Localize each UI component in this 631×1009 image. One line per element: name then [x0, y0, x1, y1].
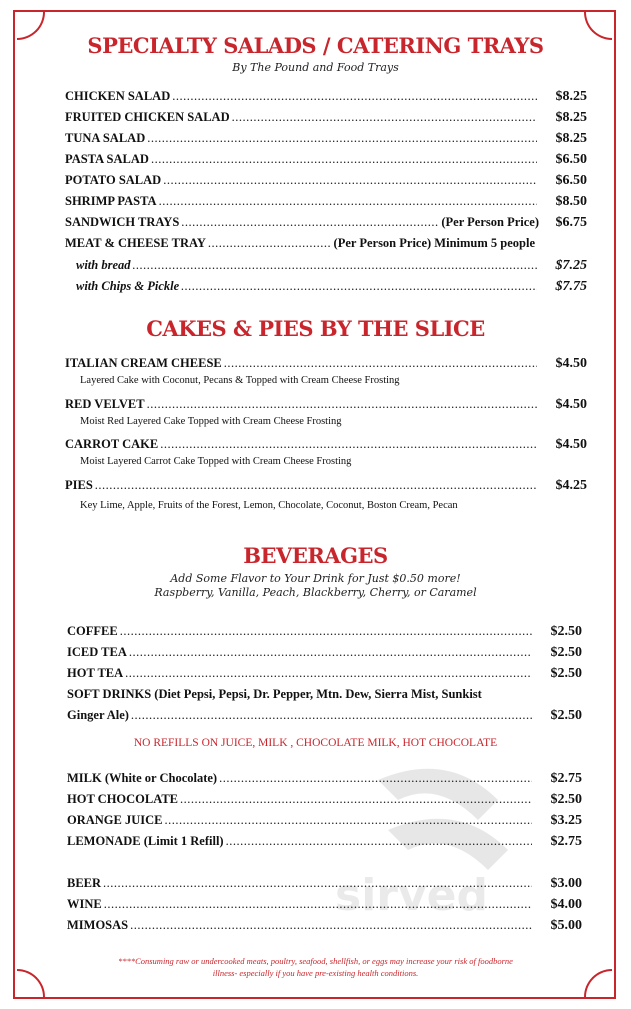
corner-ornament	[584, 969, 612, 997]
menu-item: ORANGE JUICE ..... $3.25	[67, 813, 582, 829]
menu-item: CARROT CAKE ..... $4.50	[65, 437, 587, 453]
menu-item: BEER ..... $3.00	[67, 876, 582, 892]
menu-item: RED VELVET ..... $4.50	[65, 397, 587, 413]
section-subtitle-flavors: Raspberry, Vanilla, Peach, Blackberry, Cherry, or Caramel	[154, 586, 477, 599]
soft-drinks-line: SOFT DRINKS (Diet Pepsi, Pepsi, Dr. Pepper, Mtn. Dew, Sierra Mist, Sunkist	[67, 687, 482, 701]
menu-item: COFFEE ..... $2.50	[67, 624, 582, 640]
menu-item: ICED TEA ..... $2.50	[67, 645, 582, 661]
corner-ornament	[17, 969, 45, 997]
menu-item: PIES ..... $4.25	[65, 478, 587, 494]
menu-item: MILK (White or Chocolate) ..... $2.75	[67, 771, 582, 787]
disclaimer-line: ****Consuming raw or undercooked meats, poultry, seafood, shellfish, or eggs may increase your risk of foodborne	[118, 956, 513, 966]
menu-item: with bread ..... $7.25	[76, 258, 587, 274]
menu-item: FRUITED CHICKEN SALAD ..... $8.25	[65, 110, 587, 126]
menu-item: LEMONADE (Limit 1 Refill) ..... $2.75	[67, 834, 582, 850]
menu-item: ITALIAN CREAM CHEESE ..... $4.50	[65, 356, 587, 372]
health-disclaimer	[60, 955, 571, 979]
menu-item: with Chips & Pickle ..... $7.75	[76, 279, 587, 295]
item-description: Key Lime, Apple, Fruits of the Forest, Lemon, Chocolate, Coconut, Boston Cream, Pecan	[80, 500, 458, 511]
section-subtitle-salads: By The Pound and Food Trays	[232, 61, 399, 74]
item-description: Layered Cake with Coconut, Pecans & Topped with Cream Cheese Frosting	[80, 375, 400, 386]
menu-item: TUNA SALAD ..... $8.25	[65, 131, 587, 147]
no-refills-notice: NO REFILLS ON JUICE, MILK , CHOCOLATE MILK, HOT CHOCOLATE	[133, 737, 498, 749]
menu-item: SANDWICH TRAYS ..... (Per Person Price) $6.75	[65, 215, 587, 231]
watermark-text: sirved	[335, 870, 488, 921]
section-title-cakes: CAKES & PIES BY THE SLICE	[146, 316, 485, 341]
menu-item: Ginger Ale) ..... $2.50	[67, 708, 582, 724]
menu-item: POTATO SALAD ..... $6.50	[65, 173, 587, 189]
item-description: Moist Layered Carrot Cake Topped with Cream Cheese Frosting	[80, 456, 352, 467]
menu-item: HOT CHOCOLATE ..... $2.50	[67, 792, 582, 808]
menu-item: CHICKEN SALAD ..... $8.25	[65, 89, 587, 105]
menu-item: WINE ..... $4.00	[67, 897, 582, 913]
section-title-salads: SPECIALTY SALADS / CATERING TRAYS	[87, 33, 544, 58]
section-title-beverages: BEVERAGES	[243, 543, 388, 568]
disclaimer-line: illness- especially if you have pre-existing health conditions.	[212, 968, 419, 978]
menu-item: MEAT & CHEESE TRAY ..... (Per Person Price) Minimum 5 people	[65, 236, 535, 251]
menu-item: SHRIMP PASTA ..... $8.50	[65, 194, 587, 210]
item-description: Moist Red Layered Cake Topped with Cream Cheese Frosting	[80, 416, 342, 427]
menu-item: HOT TEA ..... $2.50	[67, 666, 582, 682]
section-subtitle-beverages: Add Some Flavor to Your Drink for Just $0.50 more!	[170, 572, 461, 585]
menu-item: PASTA SALAD ..... $6.50	[65, 152, 587, 168]
menu-item: MIMOSAS ..... $5.00	[67, 918, 582, 934]
